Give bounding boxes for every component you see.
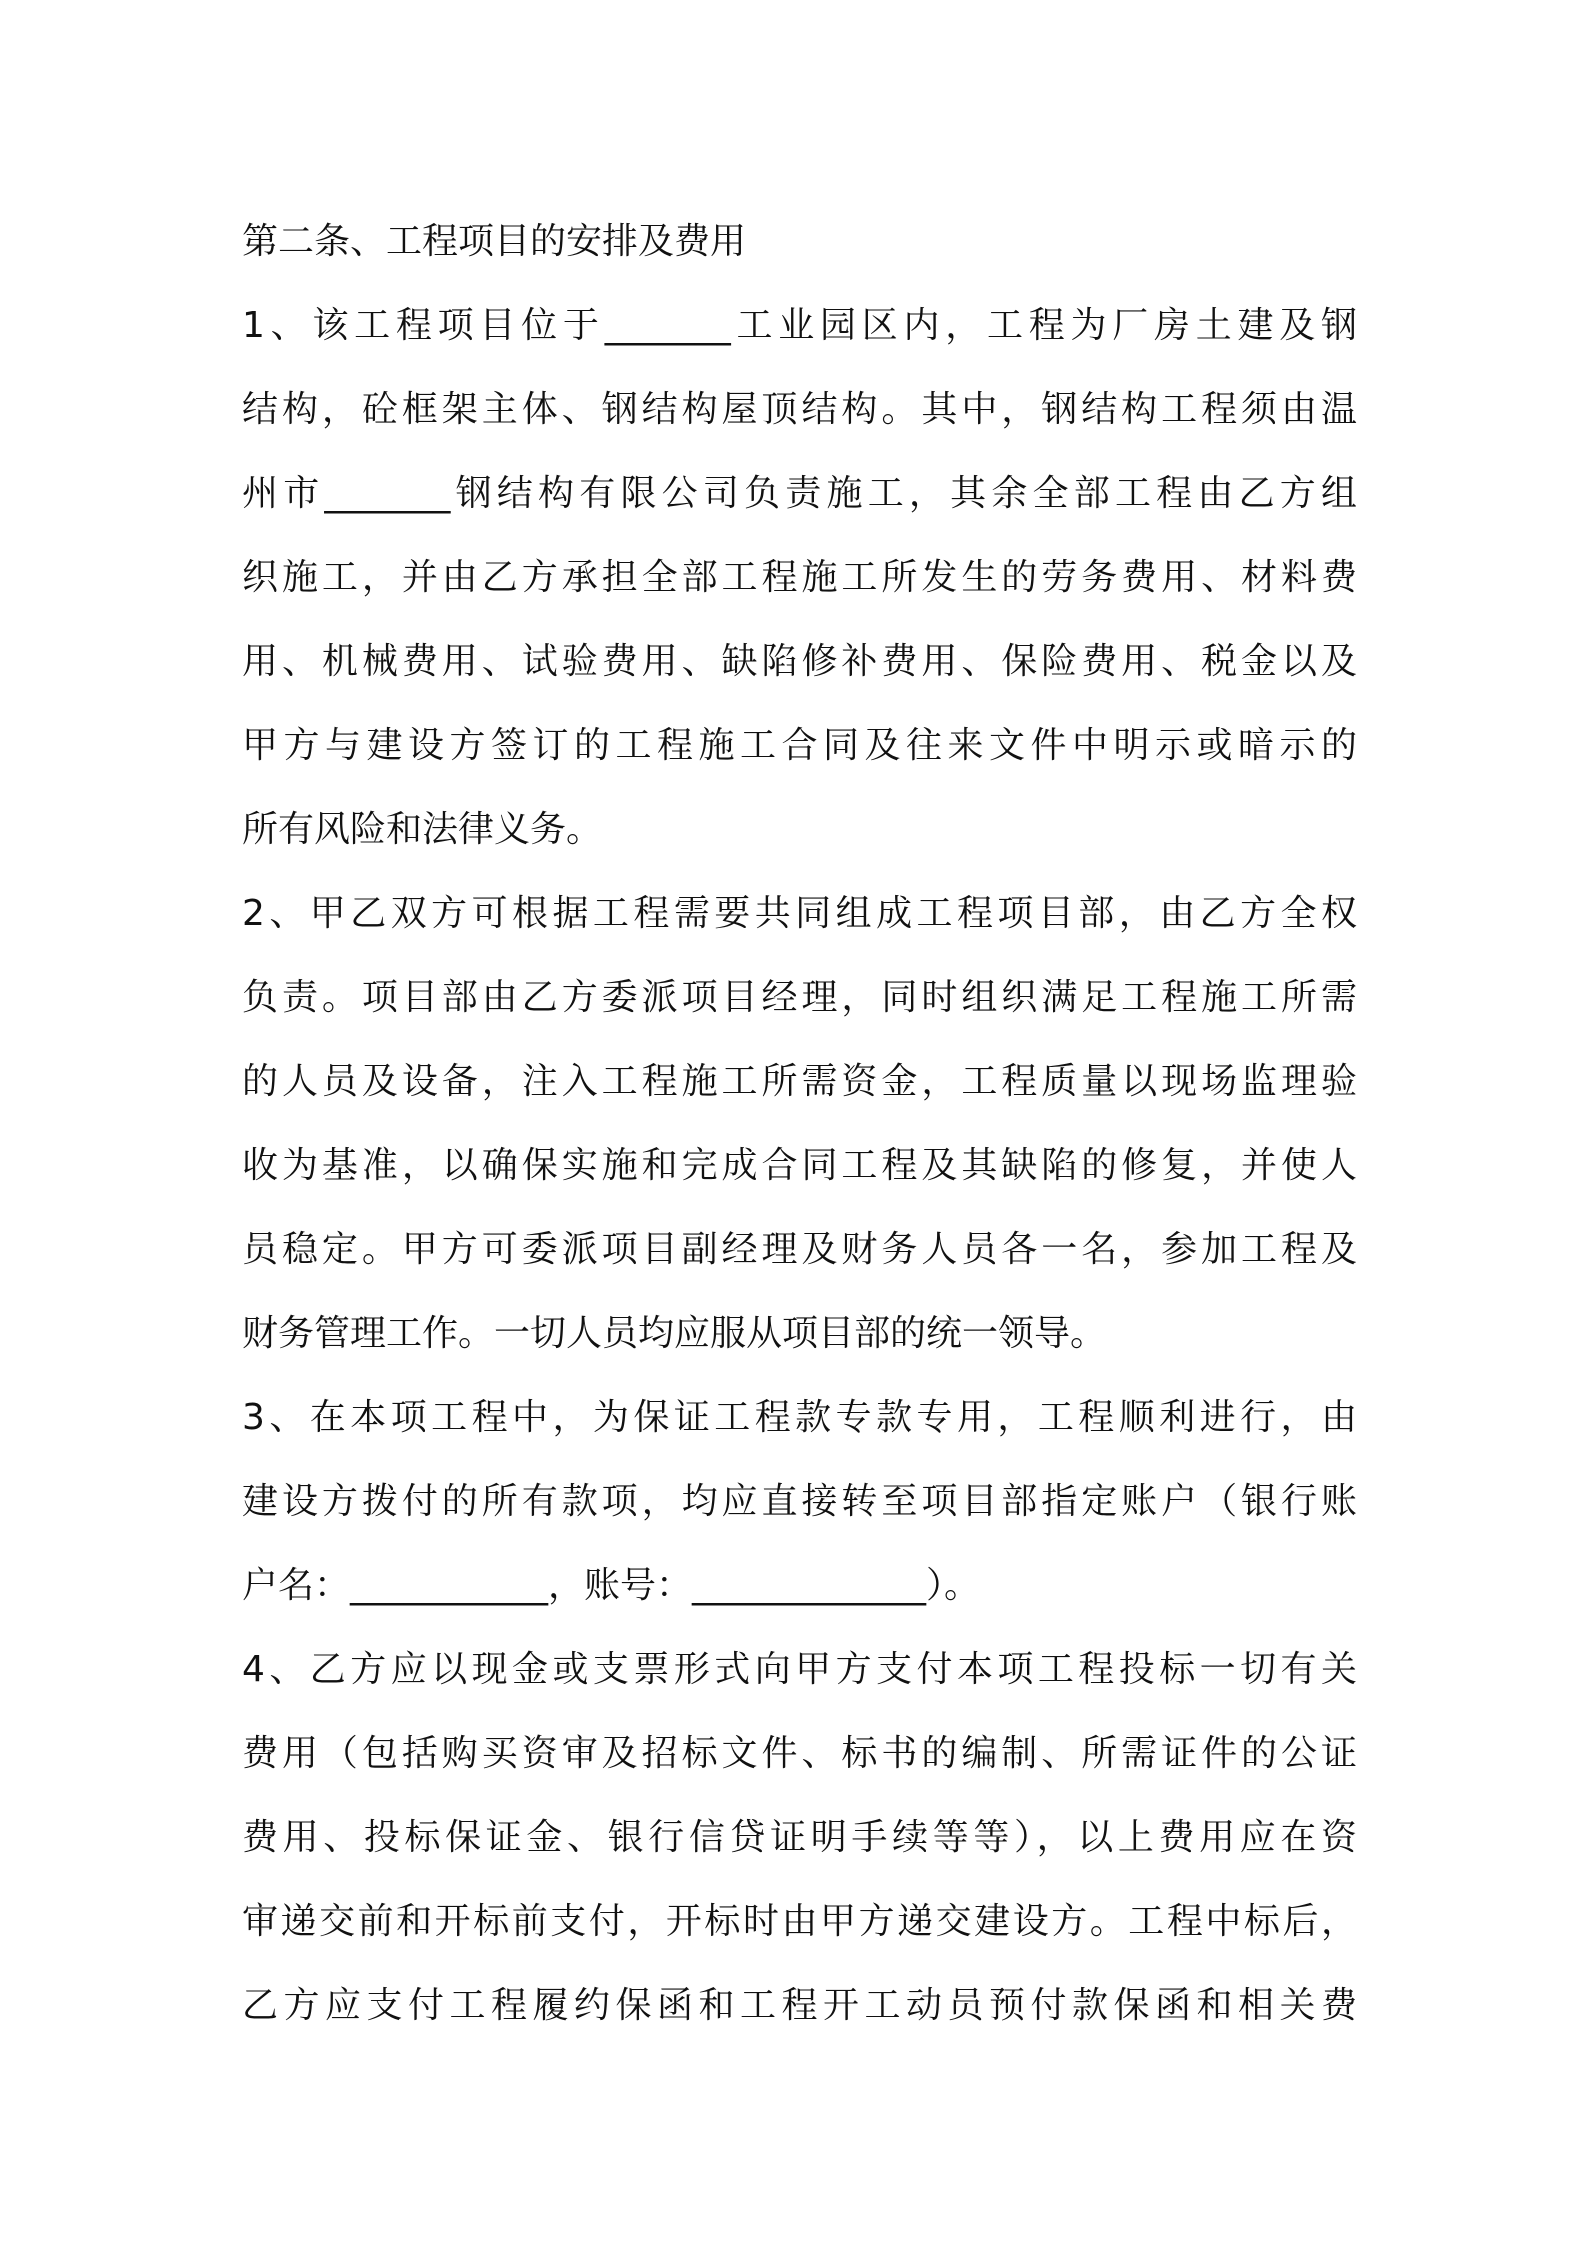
clause-3-line: 3、在本项工程中，为保证工程款专款专用，工程顺利进行，由 xyxy=(242,1397,1357,1438)
article-heading: 第二条、工程项目的安排及费用 xyxy=(242,221,747,262)
clause-1-line: 所有风险和法律义务。 xyxy=(242,809,603,850)
clause-3-line: 建设方拨付的所有款项，均应直接转至项目部指定账户（银行账 xyxy=(242,1481,1357,1522)
clause-2 xyxy=(242,872,1357,1376)
clause-1-line: 结构，砼框架主体、钢结构屋顶结构。其中，钢结构工程须由温 xyxy=(242,389,1357,430)
clause-2-line: 员稳定。甲方可委派项目副经理及财务人员各一名，参加工程及 xyxy=(242,1229,1357,1270)
clause-3 xyxy=(242,1376,1357,1628)
clause-2-line: 财务管理工作。一切人员均应服从项目部的统一领导。 xyxy=(242,1313,1107,1354)
clause-4-line: 4、乙方应以现金或支票形式向甲方支付本项工程投标一切有关 xyxy=(242,1649,1357,1690)
clause-2-line: 的人员及设备，注入工程施工所需资金，工程质量以现场监理验 xyxy=(242,1061,1357,1102)
clause-3-line: 户名：___________，账号：_____________）。 xyxy=(242,1565,981,1606)
clause-1-line: 用、机械费用、试验费用、缺陷修补费用、保险费用、税金以及 xyxy=(242,641,1357,682)
clause-1-line: 1、该工程项目位于_______工业园区内，工程为厂房土建及钢 xyxy=(242,305,1357,346)
clause-1 xyxy=(242,284,1357,872)
clause-1-line: 织施工，并由乙方承担全部工程施工所发生的劳务费用、材料费 xyxy=(242,557,1357,598)
clause-4-line: 乙方应支付工程履约保函和工程开工动员预付款保函和相关费 xyxy=(242,1985,1357,2026)
clause-4-line: 审递交前和开标前支付，开标时由甲方递交建设方。工程中标后， xyxy=(242,1901,1357,1942)
clause-1-line: 甲方与建设方签订的工程施工合同及往来文件中明示或暗示的 xyxy=(242,725,1357,766)
clause-4-line: 费用（包括购买资审及招标文件、标书的编制、所需证件的公证 xyxy=(242,1733,1357,1774)
document-page xyxy=(242,200,1357,2048)
clause-1-line: 州市_______钢结构有限公司负责施工，其余全部工程由乙方组 xyxy=(242,473,1357,514)
clause-2-line: 2、甲乙双方可根据工程需要共同组成工程项目部，由乙方全权 xyxy=(242,893,1357,934)
clause-4-line: 费用、投标保证金、银行信贷证明手续等等），以上费用应在资 xyxy=(242,1817,1357,1858)
clause-4 xyxy=(242,1628,1357,2048)
clause-2-line: 收为基准，以确保实施和完成合同工程及其缺陷的修复，并使人 xyxy=(242,1145,1357,1186)
clause-2-line: 负责。项目部由乙方委派项目经理，同时组织满足工程施工所需 xyxy=(242,977,1357,1018)
